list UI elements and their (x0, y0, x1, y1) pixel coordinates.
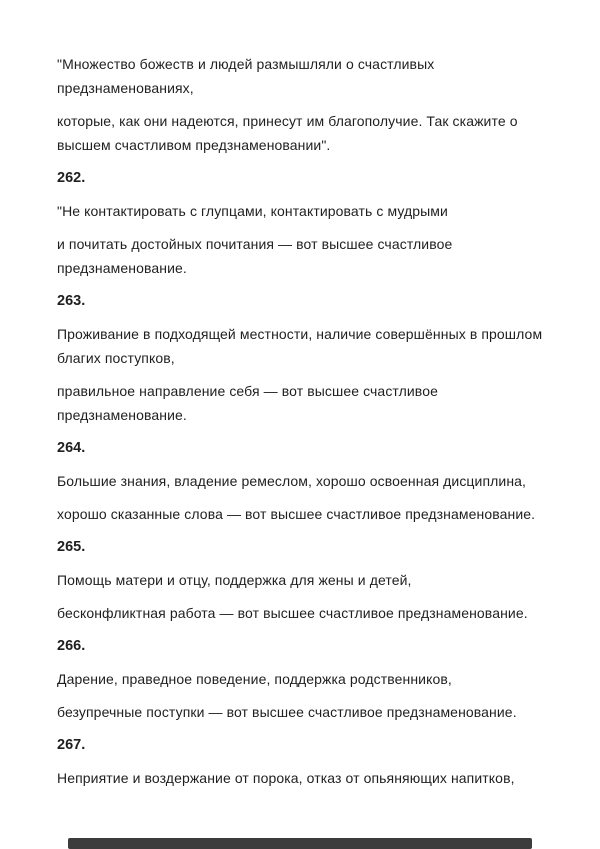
verse-number: 263. (57, 293, 86, 309)
paragraph: "Не контактировать с глупцами, контактировать с мудрыми (57, 203, 448, 219)
verse-number: 267. (57, 737, 86, 753)
paragraph: Дарение, праведное поведение, поддержка родственников, (57, 671, 452, 687)
verse-number: 266. (57, 638, 86, 654)
paragraph: хорошо сказанные слова — вот высшее счастливое предзнаменование. (57, 506, 536, 522)
verse-number: 262. (57, 170, 86, 186)
paragraph: Проживание в подходящей местности, наличие совершённых в прошлом благих поступков, (57, 326, 543, 366)
paragraph: бесконфликтная работа — вот высшее счастливое предзнаменование. (57, 605, 528, 621)
paragraph: Неприятие и воздержание от порока, отказ от опьяняющих напитков, (57, 770, 515, 786)
paragraph: безупречные поступки — вот высшее счастливое предзнаменование. (57, 704, 517, 720)
bottom-bar (68, 838, 532, 849)
paragraph: Помощь матери и отцу, поддержка для жены и детей, (57, 572, 412, 588)
paragraph: правильное направление себя — вот высшее счастливое предзнаменование. (57, 383, 438, 423)
text-column (57, 52, 543, 799)
paragraph: которые, как они надеются, принесут им благополучие. Так скажите о высшем счастливом предзнаменовании". (57, 113, 518, 153)
paragraph: Большие знания, владение ремеслом, хорошо освоенная дисциплина, (57, 473, 527, 489)
verse-number: 264. (57, 440, 86, 456)
verse-number: 265. (57, 539, 86, 555)
paragraph: и почитать достойных почитания — вот высшее счастливое предзнаменование. (57, 236, 453, 276)
paragraph: "Множество божеств и людей размышляли о счастливых предзнаменованиях, (57, 56, 435, 96)
